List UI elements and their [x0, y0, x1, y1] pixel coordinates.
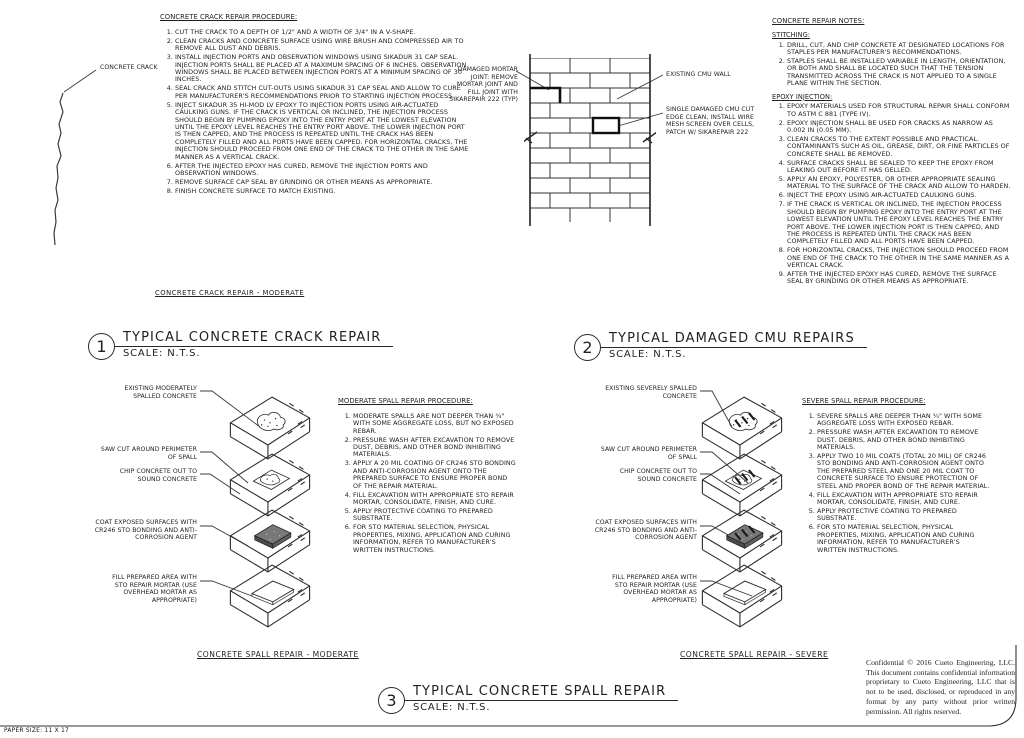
- paper-size-label: PAPER SIZE: 11 X 17: [4, 728, 70, 734]
- procedure-item: 2. PRESSURE WASH AFTER EXCAVATION TO REMOVE DUST, DEBRIS, AND OTHER BOND INHIBITING MATERIALS.: [817, 429, 990, 451]
- stitching-heading: STITCHING:: [772, 30, 811, 39]
- mod-sawcut-callout: SAW CUT AROUND PERIMETER OF SPALL: [100, 446, 197, 461]
- moderate-procedure-list: [338, 413, 516, 554]
- existing-cmu-callout: EXISTING CMU WALL: [666, 71, 731, 78]
- procedure-item: 4. FILL EXCAVATION WITH APPROPRIATE STO REPAIR MORTAR, CONSOLIDATE, FINISH, AND CURE.: [353, 492, 516, 507]
- procedure-item: 5. APPLY PROTECTIVE COATING TO PREPARED SUBSTRATE.: [353, 508, 516, 523]
- detail-1-title: TYPICAL CONCRETE CRACK REPAIR: [114, 330, 393, 347]
- detail-1: [88, 330, 393, 360]
- procedure-item: 3. APPLY TWO 10 MIL COATS (TOTAL 20 MIL) OF CR246 STO BONDING AND ANTI-CORROSION AGENT ONTO THE PREPARED STEEL AND ONE 20 MIL COAT TO CONCRETE SURFACE TO ENSURE PROTECTION OF STEEL AND PROPER BOND OF THE REPAIR MATERIAL.: [817, 453, 990, 490]
- mod-coat-callout: COAT EXPOSED SURFACES WITH CR246 STO BONDING AND ANTI-CORROSION AGENT: [94, 519, 197, 542]
- mod-existing-callout: EXISTING MODERATELY SPALLED CONCRETE: [124, 385, 197, 400]
- procedure-item: 9. AFTER THE INJECTED EPOXY HAS CURED, REMOVE THE SURFACE SEAL BY GRINDING OR OTHER MEANS AS APPROPRIATE.: [787, 271, 1012, 286]
- repair-notes-section: [772, 18, 1012, 287]
- procedure-item: 2. STAPLES SHALL BE INSTALLED VARIABLE IN LENGTH, ORIENTATION, OR BOTH AND SHALL BE LOCATED SUCH THAT THE TENSION TRANSMITTED ACROSS THE CRACK IS NOT APPLIED TO A SINGLE PLANE WITHIN THE SECTION.: [787, 58, 1012, 88]
- detail-3: [378, 684, 678, 714]
- epoxy-list: [772, 103, 1012, 286]
- repair-notes-heading: CONCRETE REPAIR NOTES:: [772, 17, 865, 25]
- procedure-item: 4. FILL EXCAVATION WITH APPROPRIATE STO REPAIR MORTAR, CONSOLIDATE, FINISH, AND CURE.: [817, 492, 990, 507]
- epoxy-heading: EPOXY INJECTION:: [772, 92, 833, 101]
- cmu-wall-diagram: [524, 54, 656, 226]
- moderate-procedure-section: [338, 398, 516, 555]
- damaged-cmu-block: [593, 118, 619, 133]
- mod-chip-callout: CHIP CONCRETE OUT TO SOUND CONCRETE: [119, 468, 197, 483]
- procedure-item: 1. EPOXY MATERIALS USED FOR STRUCTURAL REPAIR SHALL CONFORM TO ASTM C 881 (TYPE IV).: [787, 103, 1012, 118]
- procedure-item: 8. FINISH CONCRETE SURFACE TO MATCH EXISTING.: [175, 188, 470, 195]
- moderate-procedure-heading: MODERATE SPALL REPAIR PROCEDURE:: [338, 397, 473, 405]
- concrete-crack-callout: CONCRETE CRACK: [100, 64, 158, 71]
- crack-procedure-list: [160, 29, 470, 195]
- procedure-item: 2. CLEAN CRACKS AND CONCRETE SURFACE USING WIRE BRUSH AND COMPRESSED AIR TO REMOVE ALL DUST AND DEBRIS.: [175, 38, 470, 53]
- spall-severe-label: CONCRETE SPALL REPAIR - SEVERE: [680, 650, 829, 659]
- stitching-list: [772, 42, 1012, 88]
- procedure-item: 2. PRESSURE WASH AFTER EXCAVATION TO REMOVE DUST, DEBRIS, AND OTHER BOND INHIBITING MATERIALS.: [353, 437, 516, 459]
- procedure-item: 6. FOR STO MATERIAL SELECTION, PHYSICAL PROPERTIES, MIXING, APPLICATION AND CURING INFORMATION, REFER TO MANUFACTURER'S WRITTEN INSTRUCTIONS.: [353, 524, 516, 554]
- procedure-item: 4. SEAL CRACK AND STITCH CUT-OUTS USING SIKADUR 31 CAP SEAL AND ALLOW TO CURE PER MANUFACTURER'S RECOMMENDATIONS PRIOR TO STARTING INJECTION PROCESS.: [175, 85, 470, 100]
- sev-existing-callout: EXISTING SEVERELY SPALLED CONCRETE: [605, 385, 697, 400]
- cmu-brick-field: [530, 58, 650, 222]
- detail-2-scale: SCALE: N.T.S.: [609, 349, 687, 360]
- procedure-item: 1. CUT THE CRACK TO A DEPTH OF 1/2" AND A WIDTH OF 3/4" IN A V-SHAPE.: [175, 29, 470, 36]
- procedure-item: 6. AFTER THE INJECTED EPOXY HAS CURED, REMOVE THE INJECTION PORTS AND OBSERVATION WINDOWS.: [175, 163, 470, 178]
- procedure-item: 6. INJECT THE EPOXY USING AIR-ACTUATED CAULKING GUNS.: [787, 192, 1012, 199]
- severe-procedure-section: [802, 398, 990, 555]
- procedure-item: 5. APPLY AN EPOXY, POLYESTER, OR OTHER APPROPRIATE SEALING MATERIAL TO THE SURFACE OF THE CRACK AND ALLOW TO HARDEN.: [787, 176, 1012, 191]
- detail-1-scale: SCALE: N.T.S.: [123, 348, 201, 359]
- procedure-item: 6. FOR STO MATERIAL SELECTION, PHYSICAL PROPERTIES, MIXING, APPLICATION AND CURING INFORMATION, REFER TO MANUFACTURER'S WRITTEN INSTRUCTIONS.: [817, 524, 990, 554]
- procedure-item: 1. SEVERE SPALLS ARE DEEPER THAN ¾" WITH SOME AGGREGATE LOSS WITH EXPOSED REBAR.: [817, 413, 990, 428]
- spall-moderate-label: CONCRETE SPALL REPAIR - MODERATE: [197, 650, 359, 659]
- detail-2: [574, 331, 867, 361]
- sev-chip-callout: CHIP CONCRETE OUT TO SOUND CONCRETE: [619, 468, 697, 483]
- crack-wavy-line: [54, 93, 63, 245]
- procedure-item: 7. REMOVE SURFACE CAP SEAL BY GRINDING OR OTHER MEANS AS APPROPRIATE.: [175, 179, 470, 186]
- mod-fill-callout: FILL PREPARED AREA WITH STO REPAIR MORTAR (USE OVERHEAD MORTAR AS APPROPRIATE): [112, 574, 197, 604]
- procedure-item: 8. FOR HORIZONTAL CRACKS, THE INJECTION SHOULD PROCEED FROM ONE END OF THE CRACK TO THE OTHER IN THE SAME MANNER AS A VERTICAL CRACK.: [787, 247, 1012, 269]
- procedure-item: 3. APPLY A 20 MIL COATING OF CR246 STO BONDING AND ANTI-CORROSION AGENT ONTO THE PREPARED SURFACE TO ENSURE PROPER BOND OF THE REPAIR MATERIAL.: [353, 460, 516, 490]
- severe-procedure-heading: SEVERE SPALL REPAIR PROCEDURE:: [802, 397, 926, 405]
- sev-fill-callout: FILL PREPARED AREA WITH STO REPAIR MORTAR (USE OVERHEAD MORTAR AS APPROPRIATE): [612, 574, 697, 604]
- crack-moderate-label: CONCRETE CRACK REPAIR - MODERATE: [155, 289, 305, 297]
- confidentiality-notice: Confidential © 2016 Cueto Engineering, LLC. This document contains confidential information proprietary to Cueto Engineering, LLC that is not to be used, disclosed, or reproduced in any format by any party without prior written permission. All rights reserved.: [866, 658, 1015, 716]
- detail-1-bubble: 1: [88, 333, 115, 360]
- procedure-item: 1. DRILL, CUT, AND CHIP CONCRETE AT DESIGNATED LOCATIONS FOR STAPLES PER MANUFACTURER'S RECOMMENDATIONS.: [787, 42, 1012, 57]
- damaged-joint-callout: DAMAGED MORTAR JOINT: REMOVE MORTAR JOINT AND FILL JOINT WITH SIKAREPAIR 222 (TYP): [449, 66, 518, 104]
- crack-leader: [64, 70, 96, 92]
- procedure-item: 1. MODERATE SPALLS ARE NOT DEEPER THAN ¾" WITH SOME AGGREGATE LOSS, BUT NO EXPOSED REBAR.: [353, 413, 516, 435]
- detail-3-scale: SCALE: N.T.S.: [413, 702, 491, 713]
- crack-procedure-section: [160, 14, 470, 197]
- detail-3-bubble: 3: [378, 687, 405, 714]
- crack-procedure-heading: CONCRETE CRACK REPAIR PROCEDURE:: [160, 13, 298, 21]
- procedure-item: 5. APPLY PROTECTIVE COATING TO PREPARED SUBSTRATE.: [817, 508, 990, 523]
- damaged-cmu-callout: SINGLE DAMAGED CMU CUT EDGE CLEAN, INSTALL WIRE MESH SCREEN OVER CELLS, PATCH W/ SIKAREPAIR 222: [666, 106, 755, 136]
- procedure-item: 3. INSTALL INJECTION PORTS AND OBSERVATION WINDOWS USING SIKADUR 31 CAP SEAL. INJECTION PORTS SHALL BE PLACED AT A MAXIMUM SPACING OF 6 INCHES. OBSERVATION WINDOWS SHALL BE PLACED BETWEEN INJECTION PORTS AT A MINIMUM SPACING OF 30 INCHES.: [175, 54, 470, 84]
- moderate-spall-filled-diagram: [228, 563, 312, 629]
- sev-sawcut-callout: SAW CUT AROUND PERIMETER OF SPALL: [600, 446, 697, 461]
- procedure-item: 5. INJECT SIKADUR 35 HI-MOD LV EPOXY TO INJECTION PORTS USING AIR-ACTUATED CAULKING GUNS. IF THE CRACK IS VERTICAL OR INCLINED, THE INJECTION PROCESS SHOULD BEGIN BY PUMPING EPOXY INTO THE ENTRY PORT AT THE LOWEST ELEVATION UNTIL THE EPOXY LEVEL REACHES THE ENTRY PORT ABOVE. THE LOWER INJECTION PORT IS THEN CAPPED, AND THE PROCESS IS REPEATED UNTIL THE CRACK HAS BEEN COMPLETELY FILLED AND ALL PORTS HAVE BEEN CAPPED. FOR HORIZONTAL CRACKS, THE INJECTION SHOULD PROCEED FROM ONE END OF THE CRACK TO THE OTHER IN THE SAME MANNER AS A VERTICAL CRACK.: [175, 102, 470, 161]
- severe-procedure-list: [802, 413, 990, 554]
- detail-2-bubble: 2: [574, 334, 601, 361]
- severe-spall-filled-diagram: [700, 563, 784, 629]
- sev-coat-callout: COAT EXPOSED SURFACES WITH CR246 STO BONDING AND ANTI-CORROSION AGENT: [594, 519, 697, 542]
- procedure-item: 7. IF THE CRACK IS VERTICAL OR INCLINED, THE INJECTION PROCESS SHOULD BEGIN BY PUMPING EPOXY INTO THE ENTRY PORT AT THE LOWEST ELEVATION UNTIL THE EPOXY LEVEL REACHES THE ENTRY PORT ABOVE. THE LOWER INJECTION PORT IS THEN CAPPED, AND THE PROCESS IS REPEATED UNTIL THE CRACK HAS BEEN COMPLETELY FILLED AND ALL PORTS HAVE BEEN CAPPED.: [787, 201, 1012, 246]
- detail-3-title: TYPICAL CONCRETE SPALL REPAIR: [404, 684, 678, 701]
- procedure-item: 3. CLEAN CRACKS TO THE EXTENT POSSIBLE AND PRACTICAL. CONTAMINANTS SUCH AS OIL, GREASE, DIRT, OR FINE PARTICLES OF CONCRETE SHALL BE REMOVED.: [787, 136, 1012, 158]
- procedure-item: 2. EPOXY INJECTION SHALL BE USED FOR CRACKS AS NARROW AS 0.002 IN (0.05 MM).: [787, 120, 1012, 135]
- detail-2-title: TYPICAL DAMAGED CMU REPAIRS: [600, 331, 867, 348]
- procedure-item: 4. SURFACE CRACKS SHALL BE SEALED TO KEEP THE EPOXY FROM LEAKING OUT BEFORE IT HAS GELLED.: [787, 160, 1012, 175]
